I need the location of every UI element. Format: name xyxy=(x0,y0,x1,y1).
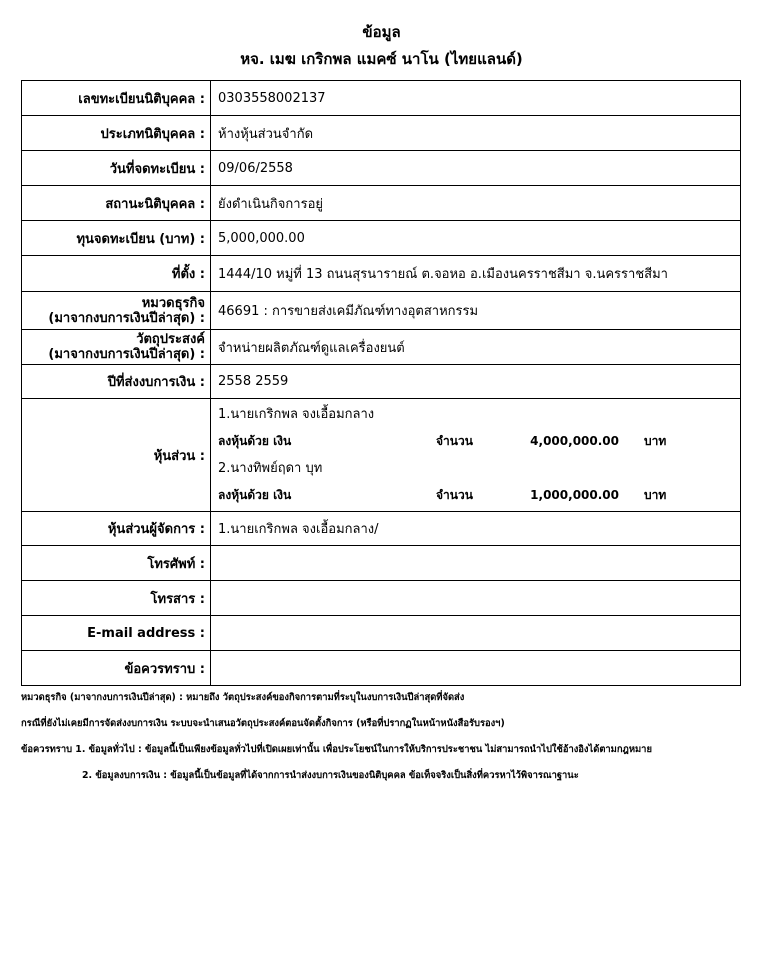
objective-label-line1: วัตถุประสงค์ xyxy=(136,332,205,347)
capital-value: 5,000,000.00 xyxy=(211,221,741,256)
fax-value xyxy=(211,581,741,616)
table-row xyxy=(22,151,741,186)
address-label: ที่ตั้ง : xyxy=(22,256,211,292)
reg-date-value: 09/06/2558 xyxy=(211,151,741,186)
table-row xyxy=(22,616,741,651)
partner-name: 1.นายเกริกพล จงเอื้อมกลาง xyxy=(218,407,375,422)
currency-unit: บาท xyxy=(644,434,667,448)
fax-label: โทรสาร : xyxy=(22,581,211,616)
table-row xyxy=(22,365,741,399)
footnote-general: ข้อควรทราบ 1. ข้อมูลทั่วไป : ข้อมูลนี้เป็นเพียงข้อมูลทั่วไปที่เปิดเผยเท่านั้น เพื่อประโยชน์ในการให้บริการประชาชน ไม่สามารถนำไปใช้อ้างอิงได้ตามกฎหมาย xyxy=(21,744,652,755)
table-row xyxy=(22,221,741,256)
reg-no-value: 0303558002137 xyxy=(211,81,741,116)
table-row xyxy=(22,399,741,512)
document-title: ข้อมูล xyxy=(362,23,401,41)
objective-value: จำหน่ายผลิตภัณฑ์ดูแลเครื่องยนต์ xyxy=(211,330,741,365)
fin-years-label: ปีที่ส่งงบการเงิน : xyxy=(22,365,211,399)
partner-entry xyxy=(218,401,740,455)
table-row xyxy=(22,81,741,116)
reg-date-label: วันที่จดทะเบียน : xyxy=(22,151,211,186)
table-row xyxy=(22,330,741,365)
table-row xyxy=(22,581,741,616)
address-value: 1444/10 หมู่ที่ 13 ถนนสุรนารายณ์ ต.จอหอ อ.เมืองนครราชสีมา จ.นครราชสีมา xyxy=(211,256,741,292)
table-row xyxy=(22,292,741,330)
notice-value xyxy=(211,651,741,686)
invest-type: ลงหุ้นด้วย เงิน xyxy=(218,488,292,502)
table-row xyxy=(22,256,741,292)
company-info-table xyxy=(21,80,741,686)
table-row xyxy=(22,116,741,151)
footnotes xyxy=(21,688,746,792)
currency-unit: บาท xyxy=(644,488,667,502)
table-row xyxy=(22,546,741,581)
business-label xyxy=(22,292,211,330)
fin-years-value: 2558 2559 xyxy=(211,365,741,399)
footnote-business: หมวดธุรกิจ (มาจากงบการเงินปีล่าสุด) : หมายถึง วัตถุประสงค์ของกิจการตามที่ระบุในงบการเงินปีล่าสุดที่จัดส่ง xyxy=(21,692,465,703)
phone-label: โทรศัพท์ : xyxy=(22,546,211,581)
footnote-objective: กรณีที่ยังไม่เคยมีการจัดส่งงบการเงิน ระบบจะนำเสนอวัตถุประสงค์ตอนจัดตั้งกิจการ (หรือที่ปรากฏในหน้าหนังสือรับรองฯ) xyxy=(21,718,505,729)
type-value: ห้างหุ้นส่วนจำกัด xyxy=(211,116,741,151)
table-row xyxy=(22,186,741,221)
notice-label: ข้อควรทราบ : xyxy=(22,651,211,686)
partners-label: หุ้นส่วน : xyxy=(22,399,211,512)
footnote-financial: 2. ข้อมูลงบการเงิน : ข้อมูลนี้เป็นข้อมูลที่ได้จากการนำส่งงบการเงินของนิติบุคคล ข้อเท็จจริงเป็นสิ่งที่ควรหาไว้พิจารณาฐานะ xyxy=(82,770,579,781)
status-label: สถานะนิติบุคคล : xyxy=(22,186,211,221)
invest-amount: 1,000,000.00 xyxy=(530,488,619,502)
capital-label: ทุนจดทะเบียน (บาท) : xyxy=(22,221,211,256)
status-value: ยังดำเนินกิจการอยู่ xyxy=(211,186,741,221)
qty-label: จำนวน xyxy=(436,488,473,502)
table-row xyxy=(22,512,741,546)
email-label: E-mail address : xyxy=(22,616,211,651)
managing-partner-value: 1.นายเกริกพล จงเอื้อมกลาง/ xyxy=(211,512,741,546)
business-value: 46691 : การขายส่งเคมีภัณฑ์ทางอุตสาหกรรม xyxy=(211,292,741,330)
partner-investment xyxy=(218,482,740,509)
phone-value xyxy=(211,546,741,581)
managing-partner-label: หุ้นส่วนผู้จัดการ : xyxy=(22,512,211,546)
email-value xyxy=(211,616,741,651)
business-label-line1: หมวดธุรกิจ xyxy=(141,295,205,311)
table-row xyxy=(22,651,741,686)
qty-label: จำนวน xyxy=(436,434,473,448)
invest-type: ลงหุ้นด้วย เงิน xyxy=(218,434,292,448)
business-label-line2: (มาจากงบการเงินปีล่าสุด) : xyxy=(48,310,205,326)
partner-name: 2.นางทิพย์ฤดา บุท xyxy=(218,461,323,476)
type-label: ประเภทนิติบุคคล : xyxy=(22,116,211,151)
invest-amount: 4,000,000.00 xyxy=(530,434,619,448)
partners-value xyxy=(211,399,741,512)
company-name: หจ. เมฆ เกริกพล แมคซ์ นาโน (ไทยแลนด์) xyxy=(240,50,523,68)
partner-entry xyxy=(218,455,740,509)
reg-no-label: เลขทะเบียนนิติบุคคล : xyxy=(22,81,211,116)
objective-label xyxy=(22,330,211,365)
partner-investment xyxy=(218,428,740,455)
objective-label-line2: (มาจากงบการเงินปีล่าสุด) : xyxy=(48,347,205,362)
